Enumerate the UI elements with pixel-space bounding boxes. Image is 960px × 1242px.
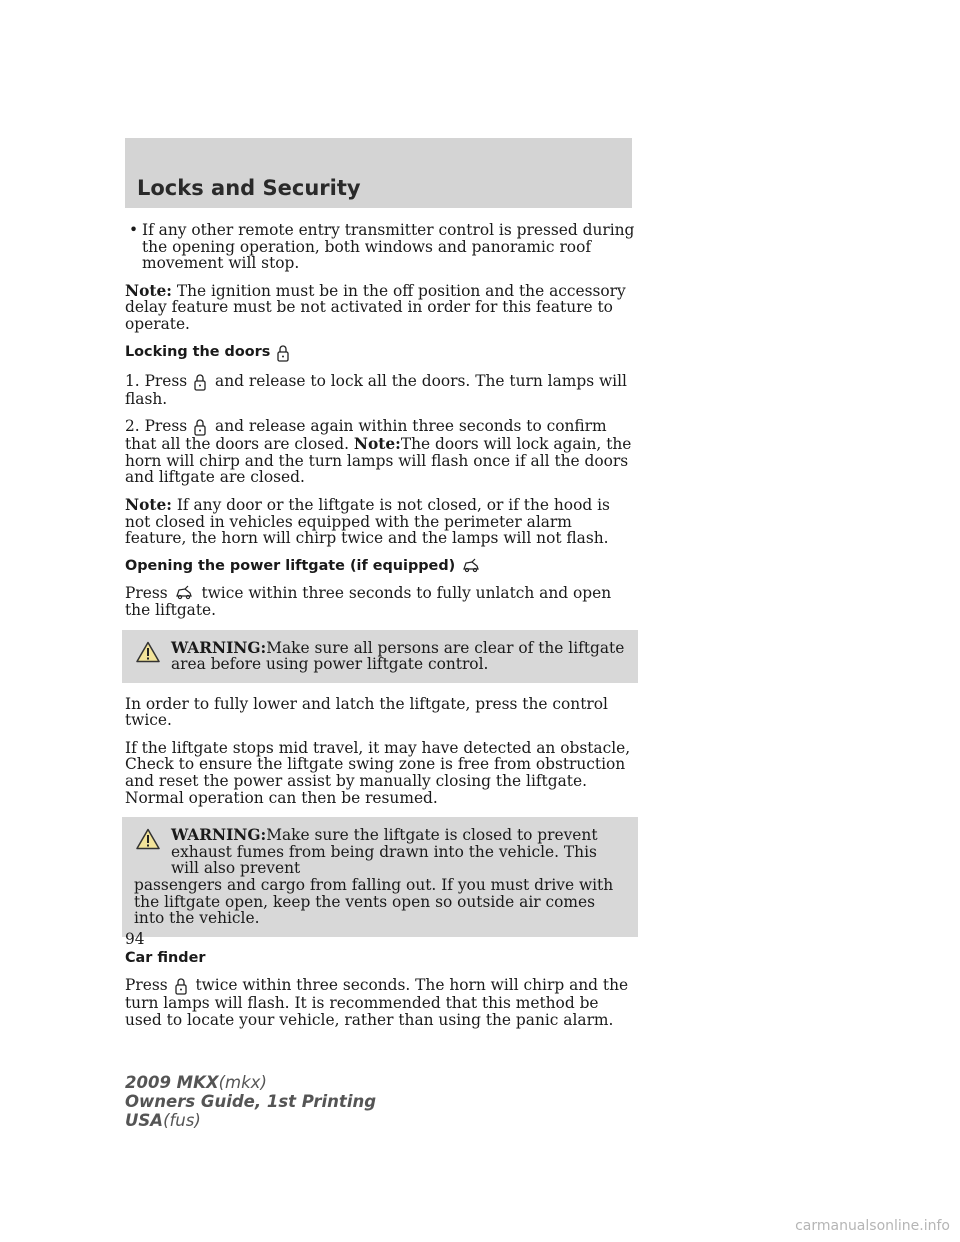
note-label: Note:	[353, 435, 401, 454]
footer	[125, 1073, 376, 1130]
liftgate-text: twice within three seconds to fully unlatch and open the liftgate.	[125, 584, 612, 619]
warning-triangle-icon	[136, 828, 160, 854]
liftgate-prefix: Press	[125, 584, 168, 603]
note-text: The doors will lock again, the horn will chirp and the turn lamps will flash once if all the doors and liftgate are closed.	[125, 435, 632, 487]
footer-edition: Owners Guide, 1st Printing	[125, 1092, 377, 1111]
page-content	[125, 222, 635, 1040]
locking-heading-text: Locking the doors	[125, 343, 271, 360]
bullet-item	[125, 222, 635, 272]
liftgate-heading	[125, 558, 635, 575]
section-header	[125, 138, 632, 208]
liftgate-paragraph	[125, 585, 635, 618]
warning-text	[134, 827, 626, 877]
warning-triangle-icon	[136, 641, 160, 667]
step-2	[125, 418, 635, 486]
watermark: carmanualsonline.info	[795, 1218, 950, 1234]
section-title: Locks and Security	[137, 176, 361, 200]
liftgate-icon	[175, 585, 193, 601]
locking-heading	[125, 344, 635, 362]
note-text: If any door or the liftgate is not closed, or if the hood is not closed in vehicles equipped with the perimeter alarm feature, the horn will chirp twice and the lamps will not flash.	[125, 495, 610, 548]
liftgate-icon	[462, 558, 480, 574]
warning-box	[122, 630, 638, 683]
footer-model-code: (mkx)	[218, 1073, 267, 1092]
step-2-text: and release again within three seconds to confirm that all the doors are closed.	[125, 417, 607, 454]
step-1-text: and release to lock all the doors. The turn lamps will flash.	[125, 371, 627, 408]
warning-label: WARNING:	[171, 638, 267, 657]
warning-body: Make sure all persons are clear of the liftgate area before using power liftgate control.	[171, 638, 625, 674]
padlock-icon	[194, 373, 206, 391]
footer-model: 2009 MKX	[125, 1073, 219, 1092]
footer-market: USA	[125, 1111, 164, 1130]
footer-market-code: (fus)	[163, 1111, 201, 1130]
carfinder-paragraph	[125, 977, 635, 1028]
step-1	[125, 373, 635, 408]
footer-line-1	[125, 1073, 376, 1092]
warning-text-continued: passengers and cargo from falling out. If you must drive with the liftgate open, keep the vents open so outside air comes into the vehicle.	[134, 876, 614, 928]
warning-body: Make sure the liftgate is closed to prevent exhaust fumes from being drawn into the vehicle. This will also prevent	[171, 826, 598, 878]
note-label: Note:	[125, 495, 172, 514]
footer-line-2	[125, 1092, 376, 1111]
liftgate-heading-text: Opening the power liftgate (if equipped)	[125, 557, 456, 574]
padlock-icon	[175, 977, 187, 995]
padlock-icon	[194, 418, 206, 436]
padlock-icon	[277, 344, 289, 362]
body-paragraph: If the liftgate stops mid travel, it may have detected an obstacle, Check to ensure the liftgate swing zone is free from obstruction and reset the power assist by manually closing the liftgate. Normal operation can then be resumed.	[125, 738, 631, 807]
page-number: 94	[125, 930, 145, 948]
body-paragraph: In order to fully lower and latch the liftgate, press the control twice.	[125, 694, 608, 730]
footer-line-3	[125, 1111, 376, 1130]
warning-box	[122, 817, 638, 937]
note-label: Note:	[125, 281, 172, 300]
note-text: The ignition must be in the off position and the accessory delay feature must be not activated in order for this feature to operate.	[125, 281, 626, 333]
note-paragraph	[125, 283, 635, 333]
warning-text	[134, 640, 626, 673]
note-paragraph	[125, 497, 635, 547]
step-1-prefix: 1. Press	[125, 371, 188, 390]
warning-label: WARNING:	[171, 826, 267, 845]
step-2-prefix: 2. Press	[125, 417, 188, 436]
carfinder-text: twice within three seconds. The horn will chirp and the turn lamps will flash. It is recommended that this method be used to locate your vehicle, rather than using the panic alarm.	[125, 976, 629, 1029]
bullet-text: If any other remote entry transmitter control is pressed during the opening operation, both windows and panoramic roof movement will stop.	[142, 221, 635, 273]
carfinder-prefix: Press	[125, 976, 168, 995]
carfinder-heading: Car finder	[125, 949, 206, 966]
bullet-dot: •	[129, 221, 139, 239]
